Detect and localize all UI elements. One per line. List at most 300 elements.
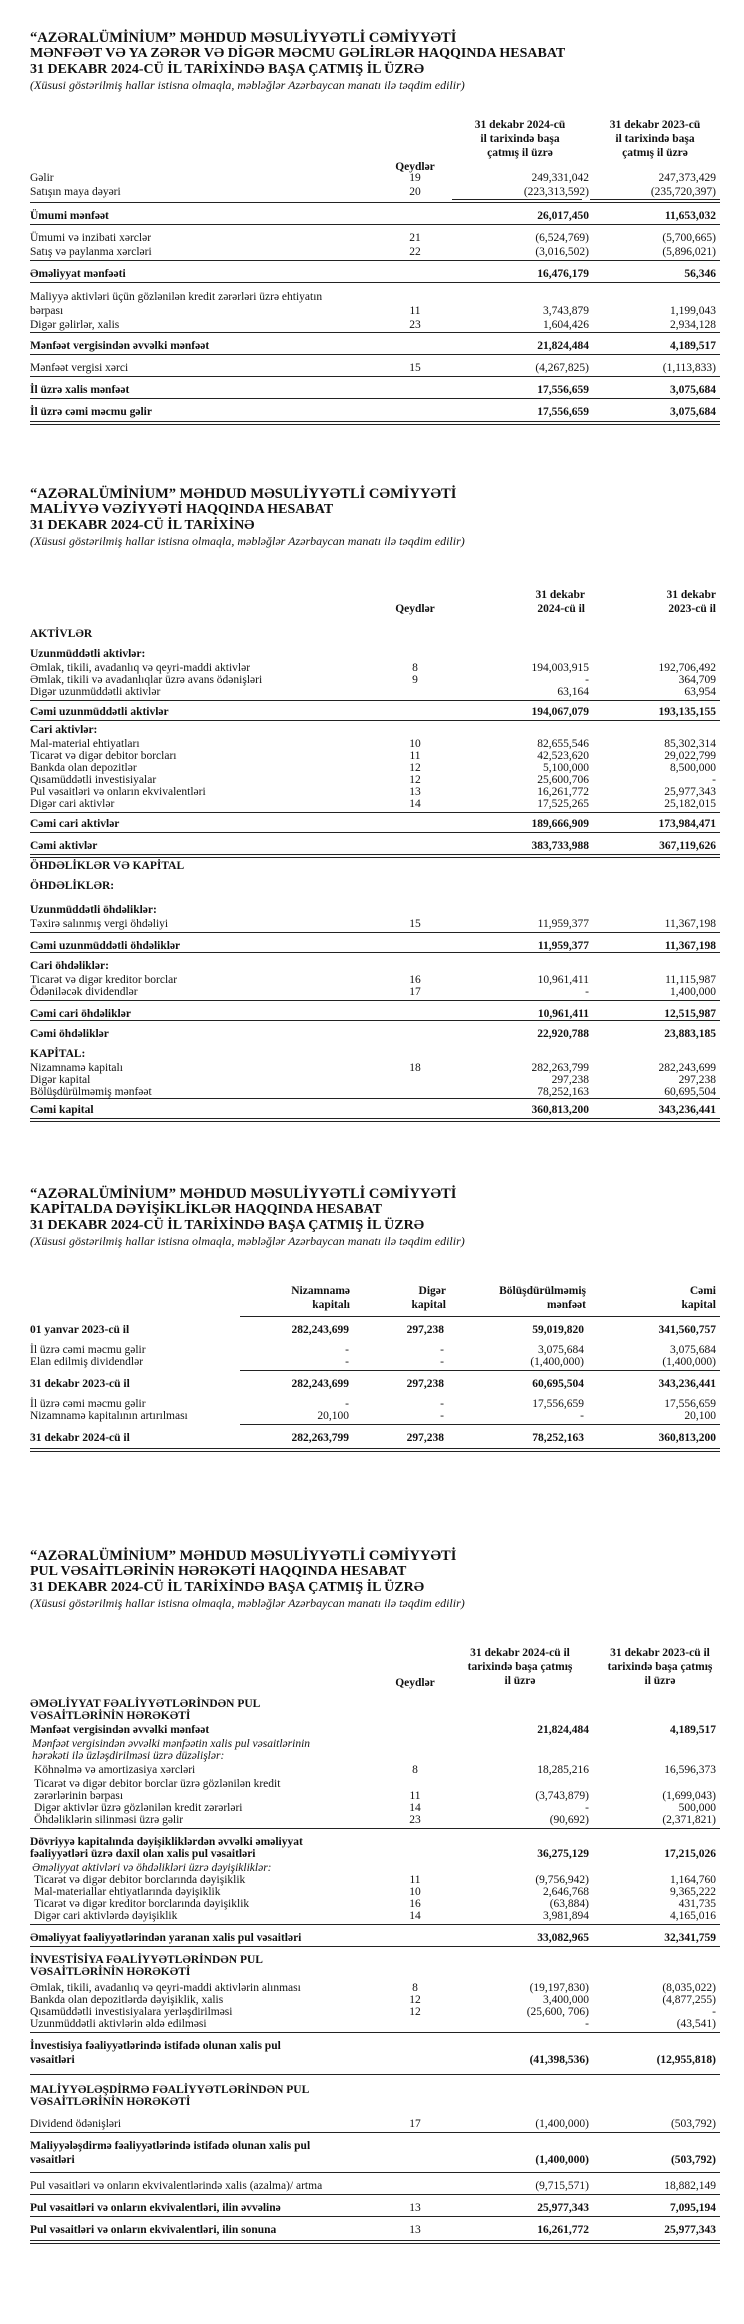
table-row bbox=[0, 704, 744, 720]
row-note: 13 bbox=[409, 2202, 421, 2214]
value-prior-year: 4,189,517 bbox=[670, 1724, 716, 1736]
row-label: Mal-material ehtiyatları bbox=[30, 738, 140, 750]
row-label: Maliyyə aktivləri üçün gözlənilən kredit zərərləri üzrə ehtiyatın bbox=[30, 291, 323, 303]
title-line: 31 DEKABR 2024-CÜ İL TARİXİNƏ bbox=[30, 518, 255, 533]
value-current-year: 3,743,879 bbox=[543, 305, 589, 317]
row-note: 9 bbox=[412, 674, 418, 686]
value-prior-year: - bbox=[712, 2006, 716, 2018]
value-current-year: 42,523,620 bbox=[537, 750, 589, 762]
row-label: Mənfəət vergisindən əvvəlki mənfəət bbox=[30, 1724, 210, 1736]
value-current-year: 11,959,377 bbox=[537, 940, 589, 952]
row-label: Cəmi cari öhdəliklər bbox=[30, 1008, 131, 1020]
row-label: Təxirə salınmış vergi öhdəliyi bbox=[30, 918, 169, 930]
value-retained-earnings: 78,252,163 bbox=[532, 1432, 584, 1444]
value-current-year: (4,267,825) bbox=[535, 362, 589, 374]
row-label: ÖHDƏLİKLƏR VƏ KAPİTAL bbox=[30, 860, 185, 872]
rule bbox=[30, 932, 720, 933]
value-prior-year: (503,792) bbox=[670, 2118, 716, 2130]
value-prior-year: (235,720,397) bbox=[650, 186, 716, 198]
col-header-line: kapital bbox=[411, 1299, 446, 1311]
rule bbox=[30, 832, 720, 833]
value-current-year: 3,981,894 bbox=[543, 1910, 589, 1922]
row-label: Bölüşdürülməmiş mənfəət bbox=[30, 1086, 152, 1098]
value-current-year: - bbox=[585, 1802, 589, 1814]
row-note: 12 bbox=[409, 2006, 421, 2018]
value-current-year: 16,261,772 bbox=[537, 2224, 589, 2236]
row-label: Cəmi uzunmüddətli öhdəliklər bbox=[30, 940, 181, 952]
row-label: fəaliyyətləri üzrə daxil olan xalis pul vəsaitləri bbox=[30, 1848, 256, 1860]
value-prior-year: 3,075,684 bbox=[670, 384, 716, 396]
row-note: 10 bbox=[409, 1886, 421, 1898]
table-row bbox=[0, 1026, 744, 1042]
value-prior-year: (5,700,665) bbox=[662, 232, 716, 244]
value-share-capital: 282,243,699 bbox=[291, 1378, 349, 1390]
value-prior-year: (43,541) bbox=[676, 2018, 716, 2030]
row-note: 17 bbox=[409, 2118, 421, 2130]
value-prior-year: 193,135,155 bbox=[658, 706, 716, 718]
value-prior-year: 364,709 bbox=[678, 674, 716, 686]
row-label: Mal-materiallar ehtiyatlarında dəyişiklik bbox=[34, 1886, 221, 1898]
col-2023-header bbox=[590, 1646, 730, 1688]
col-header-line: çatmış il üzrə bbox=[487, 147, 553, 159]
table-row bbox=[0, 2052, 744, 2068]
balance-title bbox=[30, 486, 465, 548]
row-label: Cəmi kapital bbox=[30, 1104, 94, 1116]
col-header-line: 31 dekabr 2024-cü bbox=[474, 119, 566, 131]
row-label: İNVESTİSİYA FƏALİYYƏTLƏRİNDƏN PUL bbox=[30, 1954, 263, 1966]
value-current-year: 17,556,659 bbox=[537, 384, 589, 396]
value-other-capital: 297,238 bbox=[406, 1378, 444, 1390]
table-row bbox=[0, 1964, 744, 1980]
row-note: 12 bbox=[409, 1994, 421, 2006]
value-prior-year: 1,164,760 bbox=[670, 1874, 716, 1886]
title-line: 31 DEKABR 2024-CÜ İL TARİXİNDƏ BAŞA ÇATMIŞ İL ÜZRƏ bbox=[30, 1580, 425, 1595]
row-label: Əməliyyat aktivləri və öhdəlikləri üzrə dəyişikliklər: bbox=[32, 1862, 272, 1874]
rule bbox=[30, 332, 720, 333]
value-current-year: 63,164 bbox=[557, 686, 589, 698]
row-label: Digər cari aktivlər bbox=[30, 798, 115, 810]
value-total-capital: 20,100 bbox=[684, 1410, 716, 1422]
value-current-year: (25,600, 706) bbox=[526, 2006, 589, 2018]
col-header-line: 31 dekabr 2023-cü bbox=[609, 119, 701, 131]
col-header-line: 2023-cü il bbox=[668, 603, 716, 615]
table-row bbox=[0, 816, 744, 832]
col-header-line: 31 dekabr 2023-cü il bbox=[610, 1647, 710, 1659]
value-current-year: 82,655,546 bbox=[537, 738, 589, 750]
rule bbox=[30, 1098, 720, 1099]
row-label: Ümumi və inzibati xərclər bbox=[30, 232, 152, 244]
row-note: 16 bbox=[409, 974, 421, 986]
double-rule bbox=[30, 2240, 720, 2244]
value-current-year: 22,920,788 bbox=[537, 1028, 589, 1040]
title-line: 31 DEKABR 2024-CÜ İL TARİXİNDƏ BAŞA ÇATMIŞ İL ÜZRƏ bbox=[30, 62, 425, 77]
value-other-capital: 297,238 bbox=[406, 1432, 444, 1444]
table-row bbox=[0, 1430, 744, 1446]
row-label: Digər kapital bbox=[30, 1074, 91, 1086]
col-header-line: kapital bbox=[681, 1299, 716, 1311]
value-prior-year: 11,367,198 bbox=[664, 918, 716, 930]
value-share-capital: - bbox=[345, 1398, 349, 1410]
row-label: Digər gəlirlər, xalis bbox=[30, 319, 120, 331]
row-label: Pul vəsaitləri və onların ekvivalentləri, ilin sonuna bbox=[30, 2224, 277, 2236]
col-header-line: tarixində başa çatmış bbox=[607, 1661, 713, 1673]
row-note: 11 bbox=[409, 305, 421, 317]
value-retained-earnings: - bbox=[580, 1410, 584, 1422]
rule bbox=[30, 2132, 720, 2133]
col-header-line: çatmış il üzrə bbox=[622, 147, 688, 159]
value-prior-year: 29,022,799 bbox=[664, 750, 716, 762]
value-current-year: 33,082,965 bbox=[537, 1932, 589, 1944]
row-label: VƏSAİTLƏRİNİN HƏRƏKƏTİ bbox=[30, 1710, 191, 1722]
title-line: PUL VƏSAİTLƏRİNİN HƏRƏKƏTİ HAQQINDA HESABAT bbox=[30, 1564, 407, 1579]
value-current-year: (9,715,571) bbox=[535, 2180, 589, 2192]
row-label: İl üzrə cəmi məcmu gəlir bbox=[30, 406, 152, 418]
table-row bbox=[0, 2116, 744, 2132]
row-label: Ticarət və digər kreditor borclar bbox=[30, 974, 178, 986]
col-other-capital-header bbox=[360, 1284, 446, 1312]
col-header-line: 31 dekabr bbox=[535, 589, 585, 601]
value-share-capital: - bbox=[345, 1344, 349, 1356]
value-total-capital: 17,556,659 bbox=[664, 1398, 716, 1410]
table-row bbox=[0, 2094, 744, 2110]
row-label: Öhdəliklərin silinməsi üzrə gəlir bbox=[34, 1814, 184, 1826]
value-current-year: 26,017,450 bbox=[537, 210, 589, 222]
row-note: 12 bbox=[409, 762, 421, 774]
value-current-year: 282,263,799 bbox=[531, 1062, 589, 1074]
row-label: Ticarət və digər debitor borclarında dəyişiklik bbox=[34, 1874, 246, 1886]
row-note: 8 bbox=[412, 1982, 418, 1994]
value-current-year: 21,824,484 bbox=[537, 1724, 589, 1736]
row-label: Bankda olan depozitlərdə dəyişiklik, xalis bbox=[30, 1994, 224, 2006]
value-current-year: - bbox=[585, 2018, 589, 2030]
row-label: Cəmi öhdəliklər bbox=[30, 1028, 109, 1040]
row-label: Elan edilmiş dividendlər bbox=[30, 1356, 144, 1368]
row-label: bərpası bbox=[30, 305, 64, 317]
row-label: Cari aktivlər: bbox=[30, 724, 98, 736]
col-header-line: il üzrə bbox=[504, 1675, 536, 1687]
value-prior-year: 3,075,684 bbox=[670, 406, 716, 418]
value-prior-year: 63,954 bbox=[684, 686, 716, 698]
value-other-capital: - bbox=[440, 1344, 444, 1356]
table-row bbox=[0, 208, 744, 224]
row-label: Qısamüddətli investisiyalar bbox=[30, 774, 157, 786]
row-note: 20 bbox=[409, 186, 421, 198]
col-header-line: Cəmi bbox=[689, 1285, 716, 1297]
value-share-capital: 282,263,799 bbox=[291, 1432, 349, 1444]
row-note: 18 bbox=[409, 1062, 421, 1074]
row-label: Əmlak, tikili və avadanlıqlar üzrə avans ödənişləri bbox=[30, 674, 263, 686]
table-row bbox=[0, 838, 744, 854]
col-2023-header bbox=[600, 588, 716, 616]
value-retained-earnings: 17,556,659 bbox=[532, 1398, 584, 1410]
value-prior-year: 4,165,016 bbox=[670, 1910, 716, 1922]
row-label: ÖHDƏLİKLƏR: bbox=[30, 880, 115, 892]
rule bbox=[30, 1946, 720, 1947]
rule bbox=[30, 376, 720, 377]
table-row bbox=[0, 2200, 744, 2216]
table-row bbox=[0, 1322, 744, 1338]
title-line: “AZƏRALÜMİNİUM” MƏHDUD MƏSULİYYƏTLİ CƏMİYYƏTİ bbox=[30, 486, 457, 502]
row-label: Əməliyyat mənfəəti bbox=[30, 268, 126, 280]
value-current-year: 297,238 bbox=[551, 1074, 589, 1086]
value-prior-year: 25,182,015 bbox=[664, 798, 716, 810]
double-rule bbox=[30, 421, 720, 425]
table-row bbox=[0, 317, 744, 333]
value-current-year: 17,525,265 bbox=[537, 798, 589, 810]
row-label: Ödəniləcək dividendlər bbox=[30, 986, 138, 998]
value-current-year: 194,067,079 bbox=[531, 706, 589, 718]
value-prior-year: 173,984,471 bbox=[658, 818, 716, 830]
value-prior-year: 18,882,149 bbox=[664, 2180, 716, 2192]
value-prior-year: 297,238 bbox=[678, 1074, 716, 1086]
rule bbox=[452, 199, 582, 200]
value-prior-year: 8,500,000 bbox=[670, 762, 716, 774]
value-current-year: 10,961,411 bbox=[537, 1008, 589, 1020]
row-label: Mənfəət vergisindən əvvəlki mənfəətin xalis pul vəsaitlərinin bbox=[32, 1738, 311, 1750]
title-line: 31 DEKABR 2024-CÜ İL TARİXİNDƏ BAŞA ÇATMIŞ İL ÜZRƏ bbox=[30, 1218, 425, 1233]
row-label: VƏSAİTLƏRİNİN HƏRƏKƏTİ bbox=[30, 2096, 191, 2108]
table-row bbox=[0, 1354, 744, 1370]
value-current-year: 249,331,042 bbox=[531, 172, 589, 184]
row-label: Uzunmüddətli aktivlərin əldə edilməsi bbox=[30, 2018, 207, 2030]
value-current-year: (3,016,502) bbox=[535, 246, 589, 258]
col-note-header: Qeydlər bbox=[395, 603, 435, 615]
value-current-year: 21,824,484 bbox=[537, 340, 589, 352]
table-row bbox=[0, 2222, 744, 2238]
table-row bbox=[0, 878, 744, 894]
row-label: Mənfəət vergisindən əvvəlki mənfəət bbox=[30, 340, 210, 352]
value-current-year: 11,959,377 bbox=[537, 918, 589, 930]
value-prior-year: (1,113,833) bbox=[662, 362, 716, 374]
row-label: Satış və paylanma xərcləri bbox=[30, 246, 152, 258]
value-current-year: 78,252,163 bbox=[537, 1086, 589, 1098]
rule bbox=[30, 720, 720, 721]
rule bbox=[30, 812, 720, 813]
table-row bbox=[0, 626, 744, 642]
rule bbox=[240, 1370, 720, 1371]
value-prior-year: (1,699,043) bbox=[662, 1790, 716, 1802]
value-current-year: 25,977,343 bbox=[537, 2202, 589, 2214]
value-prior-year: 4,189,517 bbox=[670, 340, 716, 352]
row-note: 23 bbox=[409, 1814, 421, 1826]
value-current-year: 2,646,768 bbox=[543, 1886, 589, 1898]
table-row bbox=[0, 244, 744, 260]
value-retained-earnings: (1,400,000) bbox=[530, 1356, 584, 1368]
rule bbox=[590, 199, 720, 200]
table-row bbox=[0, 1102, 744, 1118]
rule bbox=[30, 2172, 720, 2173]
col-note-header: Qeydlər bbox=[395, 1677, 435, 1689]
value-prior-year: 367,119,626 bbox=[659, 840, 716, 852]
value-prior-year: 60,695,504 bbox=[664, 1086, 716, 1098]
value-current-year: 17,556,659 bbox=[537, 406, 589, 418]
value-prior-year: 85,302,314 bbox=[664, 738, 716, 750]
col-header-line: Digər bbox=[418, 1285, 446, 1297]
value-prior-year: 247,373,429 bbox=[658, 172, 716, 184]
value-prior-year: (4,877,255) bbox=[662, 1994, 716, 2006]
value-current-year: (9,756,942) bbox=[535, 1874, 589, 1886]
value-current-year: 36,275,129 bbox=[537, 1848, 589, 1860]
value-prior-year: 12,515,987 bbox=[664, 1008, 716, 1020]
row-label: Əmlak, tikili, avadanlıq və qeyri-maddi aktivlərin alınması bbox=[30, 1982, 301, 1994]
value-retained-earnings: 59,019,820 bbox=[532, 1324, 584, 1336]
table-row bbox=[0, 1408, 744, 1424]
value-retained-earnings: 3,075,684 bbox=[538, 1344, 584, 1356]
value-current-year: (63,884) bbox=[549, 1898, 589, 1910]
table-row bbox=[0, 360, 744, 376]
rule bbox=[240, 1424, 720, 1425]
value-prior-year: 9,365,222 bbox=[670, 1886, 716, 1898]
table-row bbox=[0, 858, 744, 874]
row-label: Digər uzunmüddətli aktivlər bbox=[30, 686, 161, 698]
row-label: Cəmi cari aktivlər bbox=[30, 818, 120, 830]
col-header-line: 2024-cü il bbox=[537, 603, 585, 615]
rule bbox=[30, 1828, 720, 1829]
row-note: 14 bbox=[409, 1910, 421, 1922]
col-header-line: il üzrə bbox=[644, 1675, 676, 1687]
row-label: vəsaitləri bbox=[30, 2154, 75, 2166]
row-label: Cəmi uzunmüddətli aktivlər bbox=[30, 706, 169, 718]
row-note: 14 bbox=[409, 1802, 421, 1814]
rule bbox=[30, 952, 720, 953]
value-current-year: (223,313,592) bbox=[523, 186, 589, 198]
table-row bbox=[0, 1930, 744, 1946]
value-prior-year: (8,035,022) bbox=[662, 1982, 716, 1994]
value-share-capital: 282,243,699 bbox=[291, 1324, 349, 1336]
col-header-line: il tarixində başa bbox=[480, 133, 560, 145]
rule bbox=[30, 1020, 720, 1021]
col-header-line: tarixində başa çatmış bbox=[467, 1661, 573, 1673]
value-current-year: (1,400,000) bbox=[535, 2118, 589, 2130]
value-total-capital: 360,813,200 bbox=[658, 1432, 716, 1444]
value-total-capital: 343,236,441 bbox=[658, 1378, 716, 1390]
table-row bbox=[0, 404, 744, 420]
title-line: “AZƏRALÜMİNİUM” MƏHDUD MƏSULİYYƏTLİ CƏMİYYƏTİ bbox=[30, 1548, 457, 1564]
title-line: KAPİTALDA DƏYİŞİKLİKLƏR HAQQINDA HESABAT bbox=[30, 1202, 382, 1217]
row-label: Gəlir bbox=[30, 172, 54, 184]
row-label: ƏMƏLİYYAT FƏALİYYƏTLƏRİNDƏN PUL bbox=[30, 1698, 261, 1710]
title-line: “AZƏRALÜMİNİUM” MƏHDUD MƏSULİYYƏTLİ CƏMİYYƏTİ bbox=[30, 1186, 457, 1202]
col-header-line: il tarixində başa bbox=[615, 133, 695, 145]
rule bbox=[30, 2194, 720, 2195]
table-row bbox=[0, 2178, 744, 2194]
value-retained-earnings: 60,695,504 bbox=[532, 1378, 584, 1390]
value-prior-year: 431,735 bbox=[678, 1898, 716, 1910]
value-other-capital: - bbox=[440, 1410, 444, 1422]
income-title bbox=[30, 30, 565, 92]
col-note-header: Qeydlər bbox=[395, 161, 435, 173]
value-prior-year: (12,955,818) bbox=[656, 2054, 716, 2066]
value-prior-year: 7,095,194 bbox=[670, 2202, 716, 2214]
double-rule bbox=[30, 1118, 720, 1122]
row-label: Pul vəsaitləri və onların ekvivalentlərində xalis (azalma)/ artma bbox=[30, 2180, 323, 2192]
row-note: 13 bbox=[409, 2224, 421, 2236]
value-other-capital: - bbox=[440, 1356, 444, 1368]
row-label: İl üzrə cəmi məcmu gəlir bbox=[30, 1344, 146, 1356]
col-share-capital-header bbox=[240, 1284, 350, 1312]
value-prior-year: 500,000 bbox=[678, 1802, 716, 1814]
rule bbox=[240, 1316, 720, 1317]
value-prior-year: (503,792) bbox=[670, 2154, 716, 2166]
value-current-year: (41,398,536) bbox=[529, 2054, 589, 2066]
value-current-year: 10,961,411 bbox=[537, 974, 589, 986]
double-rule bbox=[30, 1448, 720, 1452]
value-prior-year: 25,977,343 bbox=[664, 786, 716, 798]
row-note: 15 bbox=[409, 918, 421, 930]
row-label: AKTİVLƏR bbox=[30, 628, 93, 640]
value-other-capital: - bbox=[440, 1398, 444, 1410]
row-label: Mənfəət vergisi xərci bbox=[30, 362, 129, 374]
value-prior-year: (5,896,021) bbox=[662, 246, 716, 258]
value-current-year: 25,600,706 bbox=[537, 774, 589, 786]
col-header-line: kapitalı bbox=[312, 1299, 350, 1311]
value-current-year: - bbox=[585, 674, 589, 686]
rule bbox=[30, 398, 720, 399]
rule bbox=[30, 2074, 720, 2075]
row-label: Maliyyələşdirmə fəaliyyətlərində istifadə olunan xalis pul bbox=[30, 2140, 311, 2152]
value-current-year: (90,692) bbox=[549, 1814, 589, 1826]
table-row bbox=[0, 684, 744, 700]
value-total-capital: (1,400,000) bbox=[662, 1356, 716, 1368]
col-2024-header bbox=[470, 588, 585, 616]
table-row bbox=[0, 2152, 744, 2168]
row-label: Köhnəlmə və amortizasiya xərcləri bbox=[34, 1764, 196, 1776]
subtitle: (Xüsusi göstərilmiş hallar istisna olmaqla, məbləğlər Azərbaycan manatı ilə təqdim edilir) bbox=[30, 534, 465, 548]
double-rule bbox=[30, 854, 720, 858]
row-label: Nizamnamə kapitalı bbox=[30, 1062, 123, 1074]
row-label: zərərlərinin bərpası bbox=[34, 1790, 124, 1802]
value-prior-year: 1,400,000 bbox=[670, 986, 716, 998]
rule bbox=[30, 354, 720, 355]
row-label: Uzunmüddətli aktivlər: bbox=[30, 648, 146, 660]
subtitle: (Xüsusi göstərilmiş hallar istisna olmaqla, məbləğlər Azərbaycan manatı ilə təqdim edilir) bbox=[30, 1596, 465, 1610]
value-prior-year: 282,243,699 bbox=[658, 1062, 716, 1074]
value-prior-year: 32,341,759 bbox=[664, 1932, 716, 1944]
row-label: Cari öhdəliklər: bbox=[30, 960, 109, 972]
table-row bbox=[0, 916, 744, 932]
row-label: Dövriyyə kapitalında dəyişikliklərdən əvvəlki əməliyyat bbox=[30, 1836, 303, 1848]
col-2024-header bbox=[450, 1646, 590, 1688]
row-label: 31 dekabr 2023-cü il bbox=[30, 1378, 130, 1390]
value-prior-year: 11,367,198 bbox=[664, 940, 716, 952]
value-share-capital: - bbox=[345, 1356, 349, 1368]
table-row bbox=[0, 1376, 744, 1392]
col-header-line: mənfəət bbox=[547, 1299, 586, 1311]
subtitle: (Xüsusi göstərilmiş hallar istisna olmaqla, məbləğlər Azərbaycan manatı ilə təqdim edilir) bbox=[30, 78, 465, 92]
value-total-capital: 3,075,684 bbox=[670, 1344, 716, 1356]
value-prior-year: (2,371,821) bbox=[662, 1814, 716, 1826]
value-current-year: (19,197,830) bbox=[529, 1982, 589, 1994]
value-prior-year: 343,236,441 bbox=[658, 1104, 716, 1116]
row-label: 31 dekabr 2024-cü il bbox=[30, 1432, 130, 1444]
equity-title bbox=[30, 1186, 465, 1248]
value-current-year: (6,524,769) bbox=[535, 232, 589, 244]
value-prior-year: 11,115,987 bbox=[665, 974, 716, 986]
value-prior-year: 11,653,032 bbox=[664, 210, 716, 222]
row-note: 10 bbox=[409, 738, 421, 750]
row-note: 16 bbox=[409, 1898, 421, 1910]
row-label: Nizamnamə kapitalının artırılması bbox=[30, 1410, 188, 1422]
rule bbox=[30, 2216, 720, 2217]
col-header-line: Nizamnamə bbox=[291, 1285, 350, 1297]
row-note: 15 bbox=[409, 362, 421, 374]
value-current-year: 194,003,915 bbox=[531, 662, 589, 674]
value-prior-year: 1,199,043 bbox=[670, 305, 716, 317]
row-label: Satışın maya dəyəri bbox=[30, 186, 121, 198]
row-label: İnvestisiya fəaliyyətlərində istifadə olunan xalis pul bbox=[30, 2040, 281, 2052]
row-label: Ticarət və digər debitor borclar üzrə gözlənilən kredit bbox=[34, 1778, 281, 1790]
row-label: Qısamüddətli investisiyalara yerləşdirilməsi bbox=[30, 2006, 233, 2018]
